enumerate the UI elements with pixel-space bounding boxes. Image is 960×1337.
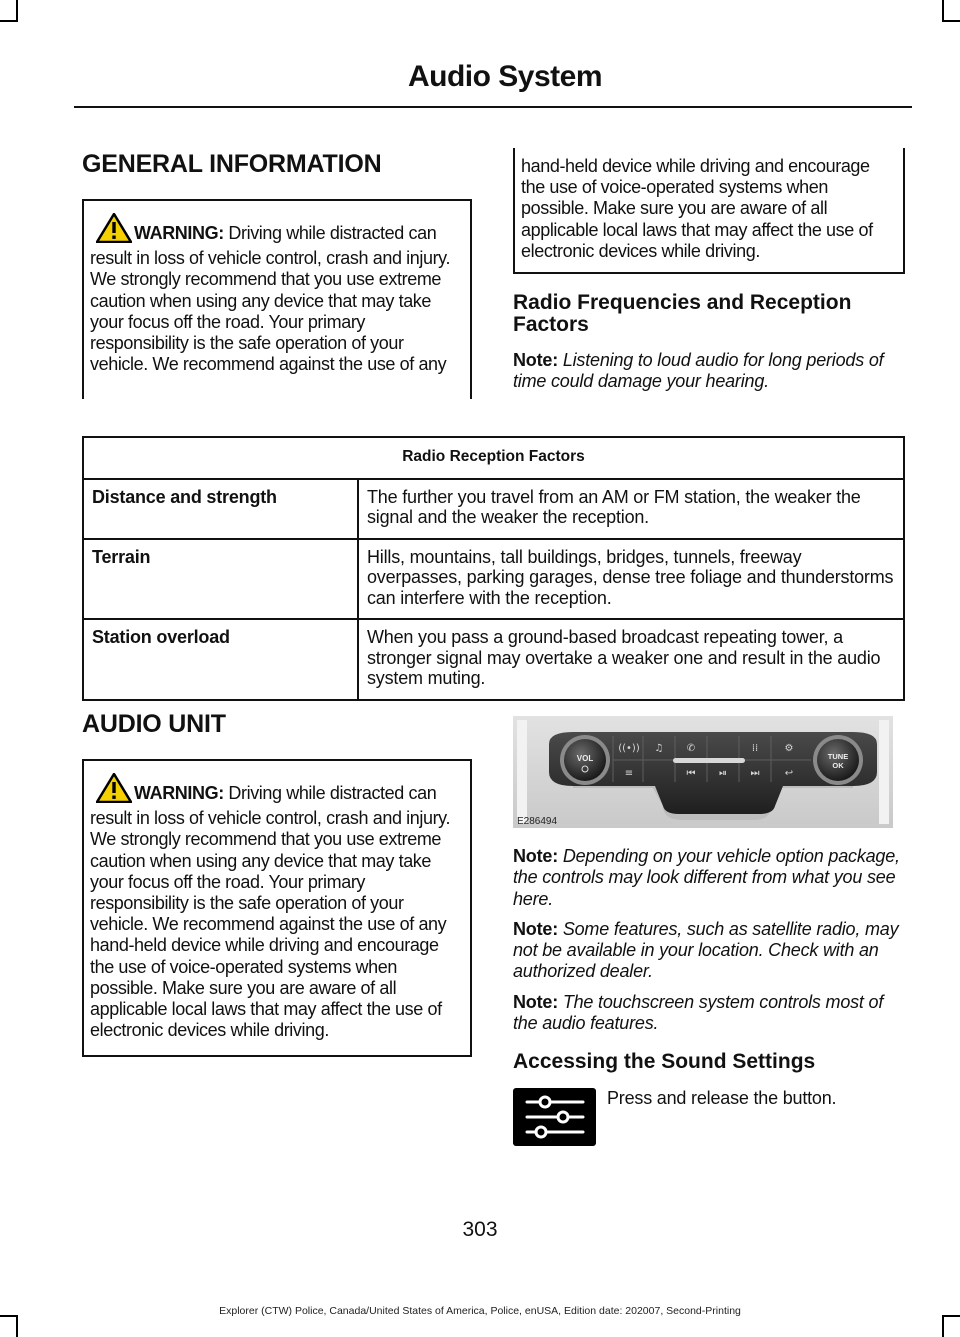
page-number: 303 — [462, 1218, 498, 1241]
svg-text:✆: ✆ — [686, 743, 696, 754]
section-title: Audio System — [407, 60, 602, 93]
svg-text:♫: ♫ — [654, 743, 664, 754]
audio-unit-section — [82, 710, 472, 1057]
table-row — [83, 479, 904, 539]
table-cell-desc: When you pass a ground-based broadcast repeating tower, a stronger signal may overtake a weaker one and result in the audio system muting. — [358, 619, 904, 700]
table-row — [83, 539, 904, 620]
svg-text:⚙: ⚙ — [784, 743, 794, 754]
table-title: Radio Reception Factors — [83, 437, 904, 479]
sound-settings-heading: Accessing the Sound Settings — [513, 1050, 816, 1074]
radio-note: Note: Listening to loud audio for long periods of time could damage your hearing. — [513, 350, 884, 392]
warning-label: WARNING: — [134, 783, 224, 803]
ok-knob-label: OK — [832, 761, 844, 770]
warning-text-continued: hand-held device while driving and encourage the use of voice-operated systems when possible. Make sure you are aware of all applicable local laws that may affect the use of electronic devices while driving. — [521, 156, 873, 261]
svg-text:≡: ≡ — [624, 768, 634, 779]
warning-box-general — [82, 199, 472, 399]
figure-code: E286494 — [517, 816, 558, 827]
svg-text:⏭: ⏭ — [750, 768, 760, 779]
note-touchscreen: Note: The touchscreen system controls most of the audio features. — [513, 991, 884, 1034]
page-footer: Explorer (CTW) Police, Canada/United States of America, Police, enUSA, Edition date: 202007, Second-Printing — [219, 1305, 741, 1317]
warning-text: Driving while distracted can result in loss of vehicle control, crash and injury. We strongly recommend that you use extreme caution when using any device that may take your focus off the road. Your primary responsibility is the safe operation of your vehicle. We recommend against the use of any hand-held device while driving and encourage the use of voice-operated systems when possible. Make sure you are aware of all applicable local laws that may affect the use of electronic devices while driving. — [90, 783, 451, 1041]
table-row — [83, 619, 904, 700]
radio-heading: Radio Frequencies and Reception Factors — [513, 291, 852, 337]
note-option-package: Note: Depending on your vehicle option package, the controls may look different from what you see here. — [513, 846, 900, 909]
table-cell-factor: Terrain — [83, 539, 358, 620]
warning-box-audio-unit — [82, 759, 472, 1057]
warning-label: WARNING: — [134, 223, 224, 243]
crop-mark — [942, 1315, 944, 1337]
warning-box-continued — [513, 148, 905, 274]
general-section — [82, 150, 472, 399]
crop-mark — [0, 20, 18, 22]
table-cell-factor: Distance and strength — [83, 479, 358, 539]
vol-knob-label: VOL — [576, 754, 594, 763]
tune-knob-label: TUNE — [827, 752, 849, 761]
sound-settings-instruction: Press and release the button. — [607, 1088, 837, 1109]
svg-text:((•)): ((•)) — [618, 743, 640, 754]
crop-mark — [16, 1315, 18, 1337]
svg-text:⏯: ⏯ — [719, 768, 727, 779]
note-satellite-radio: Note: Some features, such as satellite radio, may not be available in your location. Check with an authorized dealer. — [513, 918, 899, 982]
table-cell-desc: The further you travel from an AM or FM station, the weaker the signal and the weaker the reception. — [358, 479, 904, 539]
general-continued — [513, 148, 905, 393]
table-cell-desc: Hills, mountains, tall buildings, bridges, tunnels, freeway overpasses, parking garages, dense tree foliage and thunderstorms can interfere with the reception. — [358, 539, 904, 620]
crop-mark — [942, 20, 960, 22]
crop-mark — [16, 0, 18, 22]
audio-unit-heading: AUDIO UNIT — [82, 710, 226, 738]
header-rule — [74, 106, 912, 108]
svg-text:↩: ↩ — [784, 768, 794, 779]
warning-triangle-icon — [96, 773, 132, 808]
table-cell-factor: Station overload — [83, 619, 358, 700]
audio-unit-illustration — [513, 716, 893, 828]
general-heading: GENERAL INFORMATION — [82, 150, 382, 178]
crop-mark — [942, 0, 944, 22]
warning-triangle-icon — [96, 213, 132, 248]
svg-text:⏮: ⏮ — [686, 768, 696, 779]
warning-text: Driving while distracted can result in loss of vehicle control, crash and injury. We strongly recommend that you use extreme caution when using any device that may take your focus off the road. Your primary responsibility is the safe operation of your vehicle. We recommend against the use of any — [90, 223, 451, 375]
equalizer-icon — [513, 1088, 596, 1146]
notes-section — [513, 846, 905, 1110]
reception-factors-table — [82, 436, 905, 701]
svg-text:⁞⁞: ⁞⁞ — [751, 743, 759, 754]
